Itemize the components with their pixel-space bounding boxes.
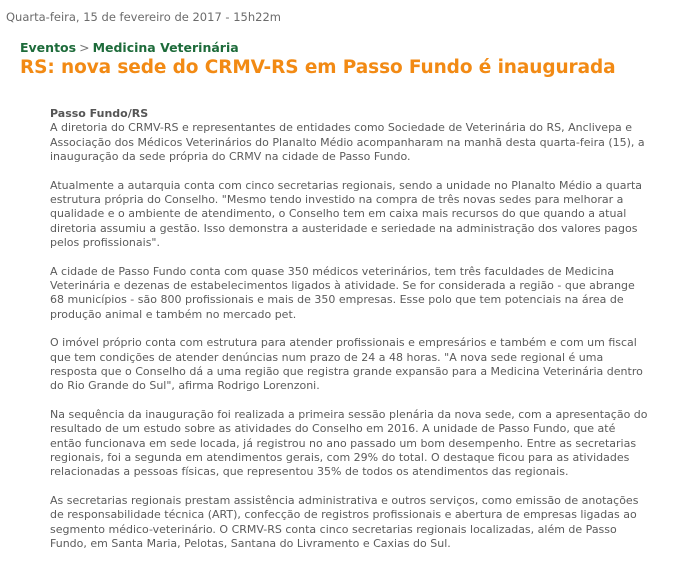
breadcrumb-link-medicina-veterinaria[interactable]: Medicina Veterinária [92,40,239,55]
article-paragraph-5: Na sequência da inauguração foi realizada a primeira sessão plenária da nova sede, com a apresentação do resultado de um estudo sobre as atividades do Conselho em 2016. A unidade de Passo Fundo, que até então funcionava em sede locada, já registrou no ano passado um bom desempenho. Entre as secretarias regionais, foi a segunda em atendimentos gerais, com 29% do total. O destaque ficou para as atividades relacionadas a pessoas físicas, que representou 35% de todos os atendimentos das regionais. [50,408,648,479]
article-paragraph-2: Atualmente a autarquia conta com cinco secretarias regionais, sendo a unidade no Planalto Médio a quarta estrutura própria do Conselho. "Mesmo tendo investido na compra de três novas sedes para melhorar a qualidade e o ambiente de atendimento, o Conselho tem em caixa mais recursos do que quando a atual diretoria assumiu a gestão. Isso demonstra a austeridade e seriedade na administração dos valores pagos pelos profissionais". [50,178,643,249]
article-location: Passo Fundo/RS [50,107,149,120]
article-paragraph-1 [50,107,650,164]
article-body [50,107,650,566]
breadcrumb-separator: > [79,40,90,55]
article-paragraph-1-text: A diretoria do CRMV-RS e representantes de entidades como Sociedade de Veterinária do RS, Anclivepa e Associação dos Médicos Veterinários do Planalto Médio acompanharam na manhã desta quarta-feira (15), a inauguração da sede própria do CRMV na cidade de Passo Fundo. [50,121,645,163]
article-paragraph-4: O imóvel próprio conta com estrutura para atender profissionais e empresários e também e com um fiscal que tem condições de atender denúncias num prazo de 24 a 48 horas. "A nova sede regional é uma resposta que o Conselho dá a uma região que registra grande expansão para a Medicina Veterinária dentro do Rio Grande do Sul", afirma Rodrigo Lorenzoni. [50,336,643,393]
article-headline: RS: nova sede do CRMV-RS em Passo Fundo é inaugurada [20,57,616,78]
article-paragraph-6: As secretarias regionais prestam assistência administrativa e outros serviços, como emissão de anotações de responsabilidade técnica (ART), confecção de registros profissionais e abertura de empresas ligadas ao segmento médico-veterinário. O CRMV-RS conta cinco secretarias regionais localizadas, além de Passo Fundo, em Santa Maria, Pelotas, Santana do Livramento e Caxias do Sul. [50,494,639,550]
breadcrumb-link-eventos[interactable]: Eventos [20,40,77,55]
article-paragraph-3: A cidade de Passo Fundo conta com quase 350 médicos veterinários, tem três faculdades de Medicina Veterinária e dezenas de estabelecimentos ligados à atividade. Se for considerada a região - que abrange 68 municípios - são 800 profissionais e mais de 350 empresas. Esse polo que tem potenciais na área de produção animal e também no mercado pet. [50,264,635,321]
date-line: Quarta-feira, 15 de fevereiro de 2017 - 15h22m [6,10,281,24]
breadcrumb [20,40,239,55]
